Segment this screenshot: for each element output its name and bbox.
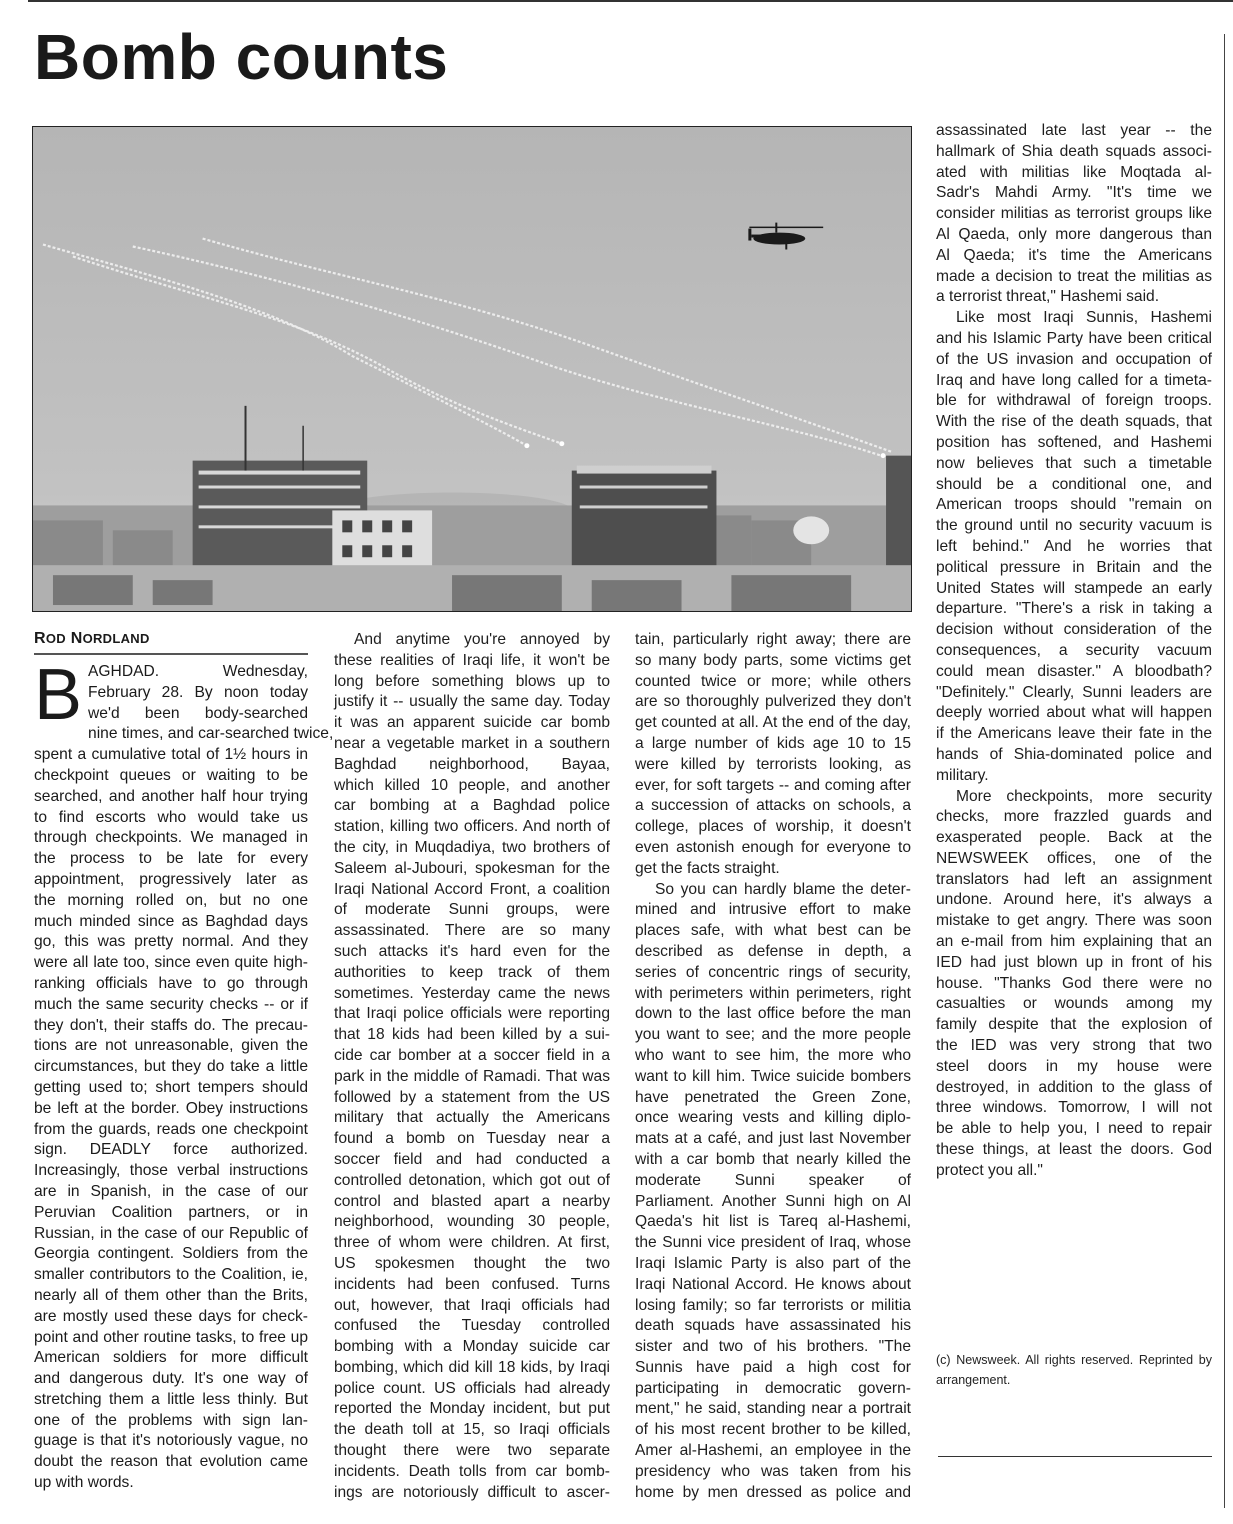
end-rule	[938, 1456, 1212, 1457]
text-line: once wearing vests and killing diplo-	[635, 1109, 911, 1127]
text-line: out, however, that Iraqi officials had	[334, 1296, 610, 1314]
text-line: sister and two of his brothers. "The	[635, 1338, 911, 1356]
text-line: found a bomb on Tuesday near a	[334, 1130, 610, 1148]
text-line: Al Qaeda, only more dangerous than	[936, 225, 1212, 243]
text-line: assassinated late last year -- the	[936, 122, 1212, 139]
text-line: moderate Sunni speaker of	[635, 1171, 911, 1189]
text-line: even astonish enough for everyone to	[635, 838, 911, 856]
text-line: park in the middle of Ramadi. That was	[334, 1067, 610, 1085]
text-line: consequences, a security vacuum	[936, 641, 1212, 659]
text-line: counted twice or more; while others	[635, 672, 911, 690]
text-line: Georgia contingent. Soldiers from the	[34, 1245, 308, 1263]
article-column-4	[936, 121, 1212, 1182]
text-line: if the Americans leave their fate in the	[936, 725, 1212, 743]
text-line: of moderate Sunni groups, were	[334, 901, 610, 919]
text-line: political pressure in Britain and the	[936, 558, 1212, 576]
text-line: cide car bomber at a soccer field in a	[334, 1046, 610, 1064]
byline-author	[34, 630, 308, 655]
text-line: they don't, their staffs do. The precau-	[34, 1016, 308, 1034]
text-line: Like most Iraqi Sunnis, Hashemi	[956, 309, 1212, 327]
text-line: Increasingly, those verbal instructions	[34, 1162, 308, 1180]
text-line: are mostly used these days for check-	[34, 1307, 308, 1325]
text-line: Russian, in the case of our Republic of	[34, 1224, 308, 1242]
text-line: up with words.	[34, 1474, 134, 1492]
text-line: American troops should "remain on	[936, 496, 1212, 514]
text-line: long before something blows up to	[334, 672, 610, 690]
text-line: and dangerous duty. It's one way of	[34, 1370, 308, 1388]
text-line: circumstances, but they do take a little	[34, 1058, 308, 1076]
text-line: family despite that the explosion of	[936, 1016, 1212, 1034]
text-line: ble for withdrawal of foreign troops.	[936, 392, 1212, 410]
text-line: which killed 10 people, and another	[334, 776, 610, 794]
text-line: appointment, progressively later as	[34, 870, 308, 888]
text-line: position has softened, and Hashemi	[936, 433, 1212, 451]
text-line: ever, for soft targets -- and coming after	[635, 776, 911, 794]
text-line: should be a conditional one, and	[936, 475, 1212, 493]
text-line: have penetrated the Green Zone,	[635, 1088, 911, 1106]
text-line: of his most recent brother to be killed,	[635, 1421, 911, 1439]
text-line: Sadr's Mahdi Army. "It's time we	[936, 184, 1212, 202]
text-line: home by men dressed as police and	[635, 1483, 911, 1501]
text-line: controlled detonation, which got out of	[334, 1171, 610, 1189]
text-line: much minded since as Baghdad days	[34, 912, 308, 930]
text-line: be left at the border. Obey instructions	[34, 1099, 308, 1117]
text-line: we'd been body-searched	[88, 704, 308, 722]
text-line: Baghdad neighborhood, Bayaa,	[334, 755, 610, 773]
text-line: followed by a statement from the US	[334, 1088, 610, 1106]
text-line: doubt the reason that evolution came	[34, 1453, 308, 1471]
text-line: mistake to get angry. There was soon	[936, 912, 1212, 930]
text-line: much the same security checks -- or if	[34, 995, 308, 1013]
text-line: protect you all."	[936, 1161, 1043, 1179]
text-line: three of whom were children. At first,	[334, 1234, 610, 1252]
text-line: checkpoint queues or waiting to be	[34, 766, 308, 784]
text-line: control and blasted apart a nearby	[334, 1192, 610, 1210]
text-line: places safe, with what best can be	[635, 922, 911, 940]
text-line: casualties or wounds among my	[936, 995, 1212, 1013]
article-photo	[32, 126, 912, 612]
text-line: participating in democratic govern-	[635, 1379, 911, 1397]
text-line: justify it -- usually the same day. Today	[334, 693, 610, 711]
text-line: go, this was pretty normal. And they	[34, 933, 308, 951]
text-line: AGHDAD. Wednesday,	[88, 663, 308, 680]
text-line: to find escorts who would take us	[34, 808, 308, 826]
text-line: house. "Thanks God there were no	[936, 974, 1212, 992]
text-line: want to kill him. Twice suicide bombers	[635, 1067, 911, 1085]
text-line: presidency who was taken from his	[635, 1462, 911, 1480]
byline-first-rest: OD	[45, 631, 66, 646]
text-line: translators had left an assignment	[936, 870, 1212, 888]
article-column-1	[34, 655, 334, 1494]
text-line: that Iraqi police officials were reporting	[334, 1005, 610, 1023]
text-line: Amer al-Hashemi, an employee in the	[635, 1442, 911, 1460]
article-column-3	[635, 630, 911, 1503]
text-line: authorities to keep track of them	[334, 963, 610, 981]
text-line: guage is that it's notoriously vague, no	[34, 1432, 308, 1450]
text-line: the Sunni vice president of Iraq, whose	[635, 1234, 911, 1252]
text-line: Iraqi Islamic Party is also part of the	[635, 1254, 911, 1272]
text-line: mined and intrusive effort to make	[635, 901, 911, 919]
text-line: United States will stampede an early	[936, 579, 1212, 597]
text-line: such attacks it's hard even for the	[334, 942, 610, 960]
text-line: through checkpoints. We managed in	[34, 829, 308, 847]
text-line: Iraq and have long called for a timeta-	[936, 371, 1212, 389]
text-line: And anytime you're annoyed by	[354, 631, 610, 648]
text-line: these realities of Iraqi life, it won't be	[334, 651, 610, 669]
article-column-2	[334, 630, 610, 1503]
text-line: "Definitely." Clearly, Sunni leaders are	[936, 683, 1212, 701]
text-line: the process to be late for every	[34, 850, 308, 868]
text-line: military.	[936, 766, 989, 784]
column-1-lines	[34, 655, 334, 1494]
text-line: spent a cumulative total of 1½ hours in	[34, 746, 308, 764]
byline-last-initial: N	[70, 630, 83, 647]
byline-first-initial: R	[34, 630, 46, 647]
text-line: a succession of attacks on schools, a	[635, 797, 911, 815]
text-line: ranking officials have to go through	[34, 974, 308, 992]
text-line: checks, more frazzled guards and	[936, 808, 1212, 826]
text-line: it was an apparent suicide car bomb	[334, 714, 610, 732]
text-line: assassinated. There are so many	[334, 922, 610, 940]
text-line: a terrorist threat," Hashemi said.	[936, 288, 1160, 306]
text-line: tions are not unreasonable, given the	[34, 1037, 308, 1055]
text-line: soccer field and had conducted a	[334, 1150, 610, 1168]
text-line: US spokesmen thought the two	[334, 1254, 610, 1272]
text-line: nine times, and car-searched twice,	[88, 725, 334, 743]
text-line: Iraqi National Accord. He knows about	[635, 1275, 911, 1293]
text-line: Parliament. Another Sunni high on Al	[635, 1192, 911, 1210]
text-line: undone. Around here, it's always a	[936, 891, 1212, 909]
text-line: mats at a café, and just last November	[635, 1130, 911, 1148]
text-line: the ground until no security vacuum is	[936, 517, 1212, 535]
text-line: hands of Shia-dominated police and	[936, 745, 1212, 763]
text-line: ated with militias like Moqtada al-	[936, 163, 1212, 181]
text-line: thought there were two separate	[334, 1442, 610, 1460]
text-line: military that actually the Americans	[334, 1109, 610, 1127]
text-line: incidents had been confused. Turns	[334, 1275, 610, 1293]
headline: Bomb counts	[34, 21, 449, 93]
text-line: Iraqi National Accord Front, a coalition	[334, 880, 610, 898]
text-line: were all late too, since even quite high-	[34, 954, 308, 972]
text-line: confused the Tuesday controlled	[334, 1317, 610, 1335]
copyright-credit: (c) Newsweek. All rights reserved. Reprinted by arrangement.	[936, 1353, 1212, 1387]
text-line: were killed by terrorists looking, as	[635, 755, 911, 773]
text-line: the city, in Muqdadiya, two brothers of	[334, 838, 610, 856]
text-line: consider militias as terrorist groups like	[936, 205, 1212, 223]
text-line: near a vegetable market in a southern	[334, 734, 610, 752]
text-line: Qaeda's hit list is Tareq al-Hashemi,	[635, 1213, 911, 1231]
text-line: so many body parts, some victims get	[635, 651, 911, 669]
text-line: death squads have assassinated his	[635, 1317, 911, 1335]
text-line: getting used to; short tempers should	[34, 1078, 308, 1096]
text-line: with a car bomb that nearly killed the	[635, 1150, 911, 1168]
text-line: down to the last office before the man	[635, 1005, 911, 1023]
text-line: car bombing at a Baghdad police	[334, 797, 610, 815]
text-line: More checkpoints, more security	[956, 787, 1212, 805]
text-line: three windows. Tomorrow, I will not	[936, 1099, 1212, 1117]
text-line: that 18 kids had been killed by a sui-	[334, 1026, 610, 1044]
text-line: Al Qaeda; it's time the Americans	[936, 246, 1212, 264]
text-line: an e-mail from him explaining that an	[936, 933, 1212, 951]
text-line: exasperated people. Back at the	[936, 829, 1212, 847]
text-line: nearly all of them other than the Brits,	[34, 1286, 308, 1304]
text-line: now believes that such a timetable	[936, 454, 1212, 472]
text-line: deeply worried about what will happen	[936, 704, 1212, 722]
text-line: and his Islamic Party have been critical	[936, 329, 1212, 347]
text-line: sometimes. Yesterday came the news	[334, 984, 610, 1002]
text-line: could mean disaster." A bloodbath?	[936, 662, 1212, 680]
text-line: hallmark of Shia death squads associ-	[936, 142, 1212, 160]
text-line: February 28. By noon today	[88, 683, 308, 701]
text-line: a large number of kids age 10 to 15	[635, 734, 911, 752]
text-line: reported the Monday incident, but put	[334, 1400, 610, 1418]
text-line: from the guards, reads one checkpoint	[34, 1120, 308, 1138]
text-line: bombing with a Monday suicide car	[334, 1338, 610, 1356]
text-line: are so thoroughly pulverized they don't	[635, 693, 911, 711]
text-line: Sunnis have paid a high cost for	[635, 1358, 911, 1376]
text-line: Peruvian Coalition partners, or in	[34, 1203, 308, 1221]
text-line: tain, particularly right away; there are	[635, 631, 911, 648]
text-line: station, killing two officers. And north of	[334, 818, 610, 836]
text-line: get the facts straight.	[635, 859, 780, 877]
text-line: get counted at all. At the end of the day,	[635, 714, 911, 732]
text-line: who want to see him, the more who	[635, 1046, 911, 1064]
text-line: stretching them a little less thinly. But	[34, 1390, 308, 1408]
text-line: left behind." And he worries that	[936, 537, 1212, 555]
text-line: the IED was very strong that two	[936, 1037, 1212, 1055]
text-line: these things, at least the doors. God	[936, 1141, 1212, 1159]
column-rule-right	[1224, 34, 1225, 1508]
text-line: NEWSWEEK offices, one of the	[936, 849, 1212, 867]
text-line: series of concentric rings of security,	[635, 963, 911, 981]
photo-baghdad-skyline-helicopter-flares-icon	[33, 127, 911, 611]
text-line: made a decision to treat the militias as	[936, 267, 1212, 285]
text-line: of the US invasion and occupation of	[936, 350, 1212, 368]
text-line: are in Spanish, in the case of our	[34, 1182, 308, 1200]
text-line: So you can hardly blame the deter-	[655, 880, 911, 898]
drop-cap: B	[34, 655, 83, 735]
byline-last-rest: ORDLAND	[82, 631, 150, 646]
text-line: With the rise of the death squads, that	[936, 413, 1212, 431]
text-line: steel doors in my house were	[936, 1057, 1212, 1075]
text-line: one of the problems with sign lan-	[34, 1411, 308, 1429]
text-line: smaller contributors to the Coalition, ie,	[34, 1266, 308, 1284]
text-line: destroyed, in addition to the glass of	[936, 1078, 1212, 1096]
text-line: neighborhood, wounding 30 people,	[334, 1213, 610, 1231]
text-line: decision without consideration of the	[936, 621, 1212, 639]
text-line: the death toll at 15, so Iraqi officials	[334, 1421, 610, 1439]
text-line: losing family; so far terrorists or militia	[635, 1296, 911, 1314]
text-line: searched, and another half hour trying	[34, 787, 308, 805]
text-line: the morning rolled on, but no one	[34, 891, 308, 909]
text-line: American soldiers for more difficult	[34, 1349, 308, 1367]
text-line: bombing, which did kill 18 kids, by Iraqi	[334, 1358, 610, 1376]
text-line: IED had just blown up in front of his	[936, 953, 1212, 971]
text-line: Saleem al-Jubouri, spokesman for the	[334, 859, 610, 877]
text-line: with perimeters within perimeters, right	[635, 984, 911, 1002]
text-line: departure. "There's a risk in taking a	[936, 600, 1212, 618]
text-line: be able to help you, I need to repair	[936, 1120, 1212, 1138]
text-line: college, places of worship, it doesn't	[635, 818, 911, 836]
text-line: described as defense in depth, a	[635, 942, 911, 960]
text-line: sign. DEADLY force authorized.	[34, 1141, 308, 1159]
text-line: you want to see; and the more people	[635, 1026, 911, 1044]
text-line: ings are notoriously difficult to ascer-	[334, 1483, 610, 1501]
text-line: ment," he said, standing near a portrait	[635, 1400, 911, 1418]
text-line: police count. US officials had already	[334, 1379, 610, 1397]
text-line: incidents. Death tolls from car bomb-	[334, 1462, 610, 1480]
top-rule	[28, 0, 1233, 2]
text-line: point and other routine tasks, to free up	[34, 1328, 308, 1346]
